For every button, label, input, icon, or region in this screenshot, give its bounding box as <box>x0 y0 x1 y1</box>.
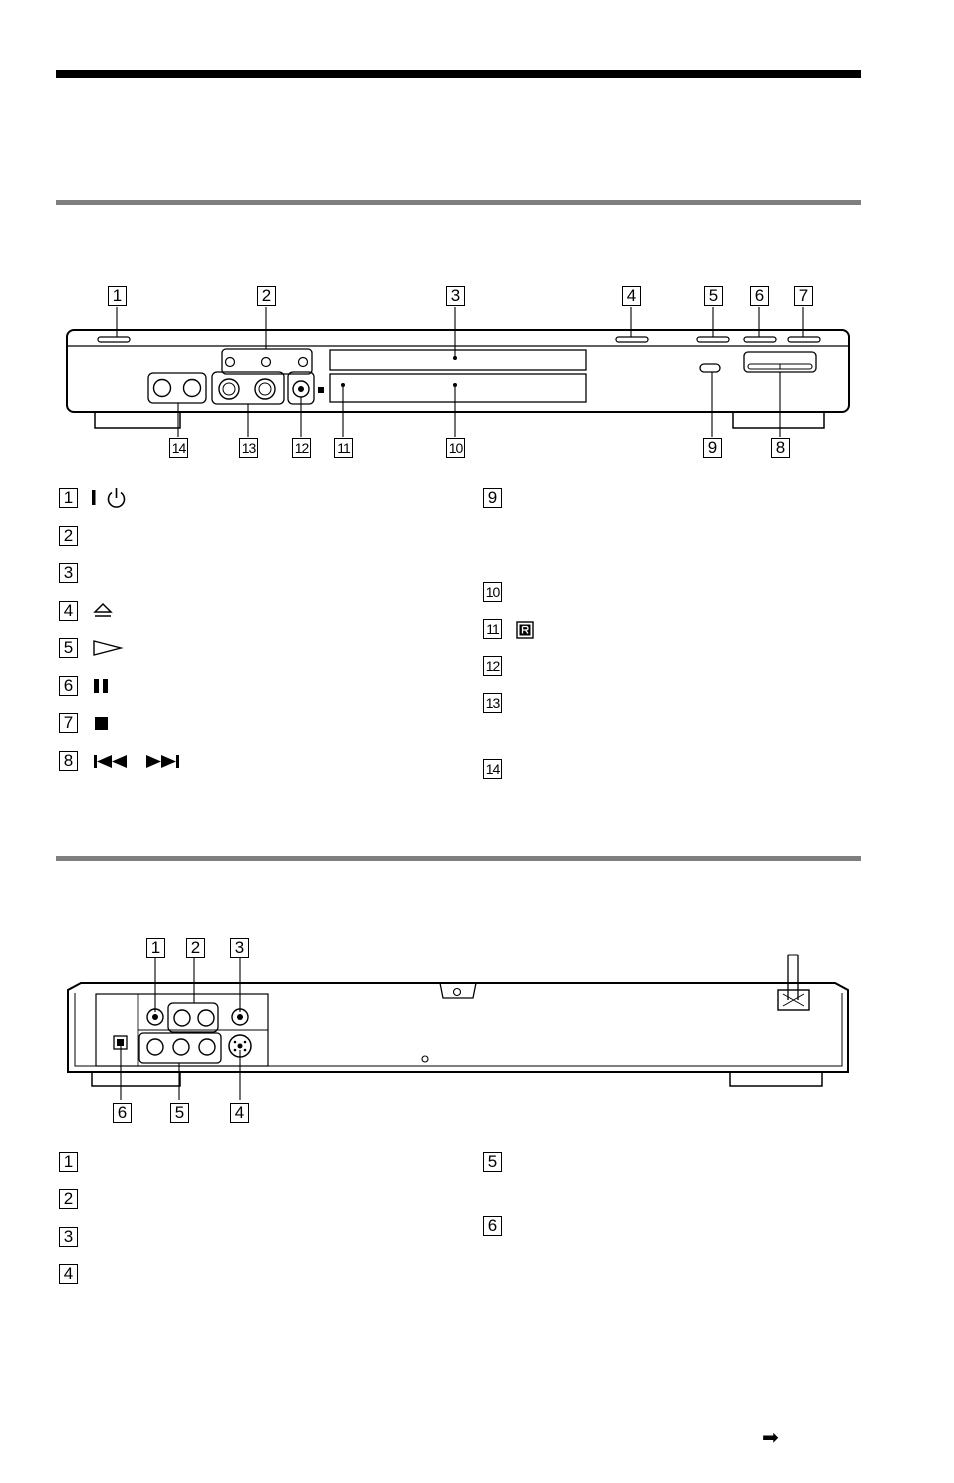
rear-callout-3: 3 <box>230 938 249 958</box>
front-legend-6: 6 <box>59 676 78 696</box>
front-panel-diagram <box>0 280 954 470</box>
front-callout-7: 7 <box>794 286 813 306</box>
front-legend-13: 13 <box>483 693 502 713</box>
continue-arrow-icon: ➡ <box>762 1427 779 1449</box>
stop-icon <box>92 713 114 733</box>
front-callout-8: 8 <box>771 438 790 458</box>
front-legend-1: 1 <box>59 488 78 508</box>
rear-panel-diagram <box>0 930 954 1130</box>
front-callout-13: 13 <box>239 438 258 458</box>
rear-callout-1: 1 <box>146 938 165 958</box>
front-callout-3: 3 <box>446 286 465 306</box>
front-callout-1: 1 <box>108 286 127 306</box>
front-callout-4: 4 <box>622 286 641 306</box>
front-callout-11: 11 <box>334 438 353 458</box>
front-callout-5: 5 <box>704 286 723 306</box>
rear-callout-2: 2 <box>186 938 205 958</box>
rear-legend-2: 2 <box>59 1189 78 1209</box>
front-legend-8: 8 <box>59 751 78 771</box>
pause-icon <box>92 676 114 696</box>
front-legend-10: 10 <box>483 582 502 602</box>
front-legend-3: 3 <box>59 563 78 583</box>
power-icon <box>90 486 130 510</box>
top-heading-bar <box>56 70 861 78</box>
front-legend-5: 5 <box>59 638 78 658</box>
rear-section-rule <box>56 856 861 861</box>
rear-legend-3: 3 <box>59 1227 78 1247</box>
remote-sensor-icon <box>515 620 535 640</box>
rear-legend-1: 1 <box>59 1152 78 1172</box>
front-legend-2: 2 <box>59 526 78 546</box>
front-callout-10: 10 <box>446 438 465 458</box>
rear-legend-5: 5 <box>483 1152 502 1172</box>
front-callout-9: 9 <box>703 438 722 458</box>
front-callout-2: 2 <box>257 286 276 306</box>
front-legend-9: 9 <box>483 488 502 508</box>
rear-legend-4: 4 <box>59 1264 78 1284</box>
skip-icon <box>92 751 188 771</box>
front-section-rule <box>56 200 861 205</box>
rear-legend-6: 6 <box>483 1216 502 1236</box>
rear-callout-5: 5 <box>170 1103 189 1123</box>
rear-callout-4: 4 <box>230 1103 249 1123</box>
front-legend-11: 11 <box>483 619 502 639</box>
play-icon <box>92 638 124 658</box>
front-callout-14: 14 <box>169 438 188 458</box>
front-callout-12: 12 <box>292 438 311 458</box>
rear-callout-6: 6 <box>113 1103 132 1123</box>
front-legend-14: 14 <box>483 759 502 779</box>
front-callout-6: 6 <box>750 286 769 306</box>
front-legend-12: 12 <box>483 656 502 676</box>
eject-icon <box>92 601 118 621</box>
front-legend-4: 4 <box>59 601 78 621</box>
front-legend-7: 7 <box>59 713 78 733</box>
